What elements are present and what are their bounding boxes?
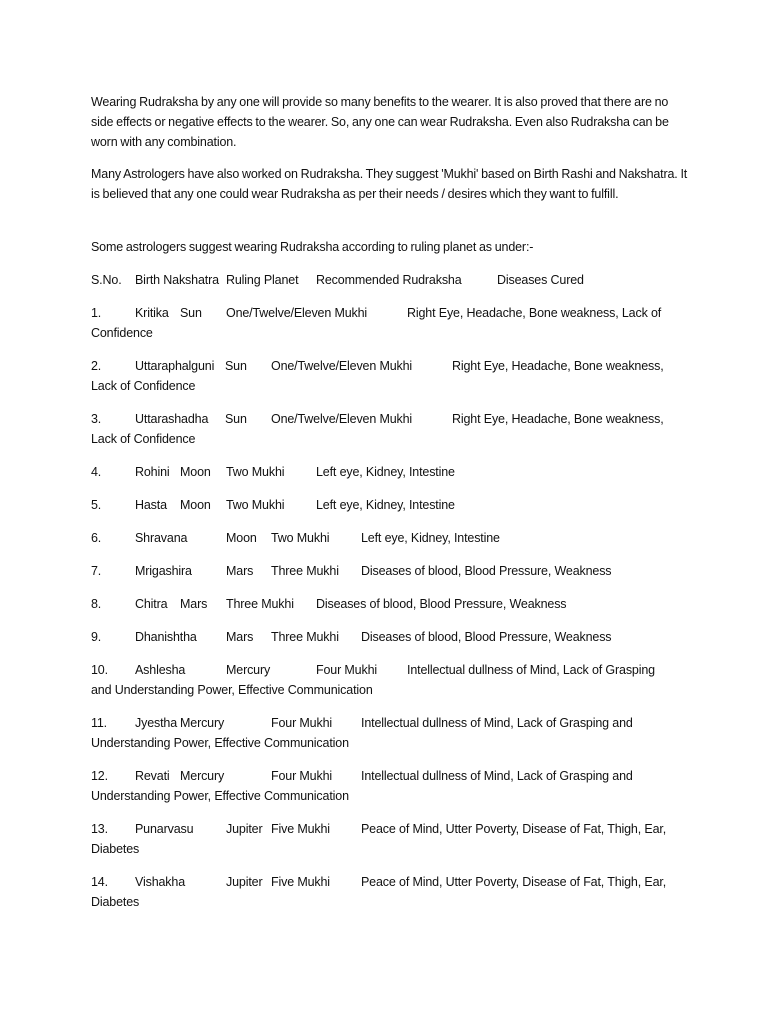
cell-diseases: Intellectual dullness of Mind, Lack of Grasping: [407, 663, 655, 677]
cell-diseases: Left eye, Kidney, Intestine: [361, 531, 500, 545]
cell-sno: 14.: [91, 875, 108, 889]
table-header: [91, 270, 691, 290]
cell-planet: Mars: [226, 630, 254, 644]
table-row: [91, 766, 691, 786]
header-diseases: Diseases Cured: [497, 273, 584, 287]
table-row: [91, 819, 691, 839]
cell-planet: Mars: [226, 564, 254, 578]
cell-rudraksha: Three Mukhi: [271, 564, 339, 578]
table-row: [91, 627, 691, 647]
astrologers-paragraph: Many Astrologers have also worked on Rudraksha. They suggest 'Mukhi' based on Birth Rashi and Nakshatra. It is believed that any one could wear Rudraksha as per their needs / desires which they want to fulfill.: [91, 167, 688, 201]
cell-nakshatra: Chitra: [135, 597, 168, 611]
cell-diseases-continuation: Diabetes: [91, 895, 140, 909]
cell-sno: 7.: [91, 564, 102, 578]
header-sno: S.No.: [91, 273, 122, 287]
cell-planet: Mercury: [226, 663, 271, 677]
cell-planet: Jupiter: [226, 822, 263, 836]
cell-planet: Sun: [225, 359, 247, 373]
cell-rudraksha: Four Mukhi: [271, 769, 333, 783]
cell-rudraksha: One/Twelve/Eleven Mukhi: [226, 306, 368, 320]
cell-diseases: Right Eye, Headache, Bone weakness,: [452, 412, 664, 426]
cell-rudraksha: One/Twelve/Eleven Mukhi: [271, 359, 413, 373]
cell-diseases: Diseases of blood, Blood Pressure, Weakness: [361, 564, 612, 578]
cell-rudraksha: Two Mukhi: [271, 531, 330, 545]
cell-planet: Mercury: [180, 769, 225, 783]
cell-sno: 9.: [91, 630, 102, 644]
cell-planet: Mercury: [180, 716, 225, 730]
cell-planet: Moon: [180, 465, 211, 479]
cell-diseases-continuation: Diabetes: [91, 842, 140, 856]
cell-diseases-continuation: Understanding Power, Effective Communication: [91, 736, 349, 750]
cell-nakshatra: Uttarashadha: [135, 412, 209, 426]
cell-nakshatra: Hasta: [135, 498, 167, 512]
cell-rudraksha: Two Mukhi: [226, 465, 285, 479]
cell-diseases: Right Eye, Headache, Bone weakness,: [452, 359, 664, 373]
cell-sno: 11.: [91, 716, 107, 730]
cell-rudraksha: Three Mukhi: [226, 597, 294, 611]
cell-nakshatra: Jyestha: [135, 716, 178, 730]
cell-sno: 4.: [91, 465, 102, 479]
cell-nakshatra: Shravana: [135, 531, 188, 545]
cell-nakshatra: Revati: [135, 769, 170, 783]
cell-diseases: Intellectual dullness of Mind, Lack of Grasping and: [361, 716, 633, 730]
cell-nakshatra: Uttaraphalguni: [135, 359, 215, 373]
cell-rudraksha: One/Twelve/Eleven Mukhi: [271, 412, 413, 426]
header-planet: Ruling Planet: [226, 273, 299, 287]
table-row: [91, 462, 691, 482]
cell-sno: 5.: [91, 498, 102, 512]
cell-sno: 6.: [91, 531, 102, 545]
cell-planet: Sun: [180, 306, 202, 320]
cell-rudraksha: Four Mukhi: [271, 716, 333, 730]
table-row: [91, 528, 691, 548]
cell-planet: Sun: [225, 412, 247, 426]
table-row: [91, 356, 691, 376]
cell-diseases: Right Eye, Headache, Bone weakness, Lack of: [407, 306, 662, 320]
cell-diseases-continuation: Understanding Power, Effective Communication: [91, 789, 349, 803]
cell-diseases: Peace of Mind, Utter Poverty, Disease of Fat, Thigh, Ear,: [361, 822, 667, 836]
cell-planet: Moon: [226, 531, 257, 545]
cell-diseases: Left eye, Kidney, Intestine: [316, 498, 455, 512]
cell-sno: 8.: [91, 597, 102, 611]
cell-rudraksha: Five Mukhi: [271, 822, 330, 836]
cell-rudraksha: Four Mukhi: [316, 663, 378, 677]
cell-diseases-continuation: Confidence: [91, 326, 153, 340]
cell-planet: Mars: [180, 597, 208, 611]
cell-nakshatra: Kritika: [135, 306, 169, 320]
cell-nakshatra: Ashlesha: [135, 663, 186, 677]
cell-nakshatra: Punarvasu: [135, 822, 194, 836]
cell-diseases: Intellectual dullness of Mind, Lack of Grasping and: [361, 769, 633, 783]
header-rudraksha: Recommended Rudraksha: [316, 273, 462, 287]
cell-sno: 3.: [91, 412, 102, 426]
intro-paragraph: Wearing Rudraksha by any one will provide so many benefits to the wearer. It is also proved that there are no side effects or negative effects to the wearer. So, any one can wear Rudraksha. Even also Rudraksha can be worn with any combination.: [91, 95, 669, 149]
table-row: [91, 713, 691, 733]
table-row: [91, 660, 691, 680]
cell-diseases: Diseases of blood, Blood Pressure, Weakness: [361, 630, 612, 644]
cell-diseases: Diseases of blood, Blood Pressure, Weakness: [316, 597, 567, 611]
table-row: [91, 872, 691, 892]
cell-planet: Jupiter: [226, 875, 263, 889]
cell-rudraksha: Two Mukhi: [226, 498, 285, 512]
header-nakshatra: Birth Nakshatra: [135, 273, 219, 287]
table-row: [91, 594, 691, 614]
cell-diseases-continuation: Lack of Confidence: [91, 379, 196, 393]
table-row: [91, 495, 691, 515]
cell-rudraksha: Five Mukhi: [271, 875, 330, 889]
cell-sno: 13.: [91, 822, 108, 836]
ruling-planet-intro: Some astrologers suggest wearing Rudraksha according to ruling planet as under:-: [91, 240, 534, 254]
cell-nakshatra: Mrigashira: [135, 564, 192, 578]
cell-nakshatra: Vishakha: [135, 875, 185, 889]
table-row: [91, 561, 691, 581]
cell-diseases: Peace of Mind, Utter Poverty, Disease of Fat, Thigh, Ear,: [361, 875, 667, 889]
table-row: [91, 409, 691, 429]
cell-diseases-continuation: and Understanding Power, Effective Communication: [91, 683, 373, 697]
cell-sno: 12.: [91, 769, 108, 783]
cell-sno: 1.: [91, 306, 102, 320]
cell-planet: Moon: [180, 498, 211, 512]
cell-sno: 2.: [91, 359, 102, 373]
cell-nakshatra: Dhanishtha: [135, 630, 197, 644]
cell-diseases: Left eye, Kidney, Intestine: [316, 465, 455, 479]
cell-sno: 10.: [91, 663, 108, 677]
cell-nakshatra: Rohini: [135, 465, 170, 479]
table-row: [91, 303, 691, 323]
cell-rudraksha: Three Mukhi: [271, 630, 339, 644]
cell-diseases-continuation: Lack of Confidence: [91, 432, 196, 446]
